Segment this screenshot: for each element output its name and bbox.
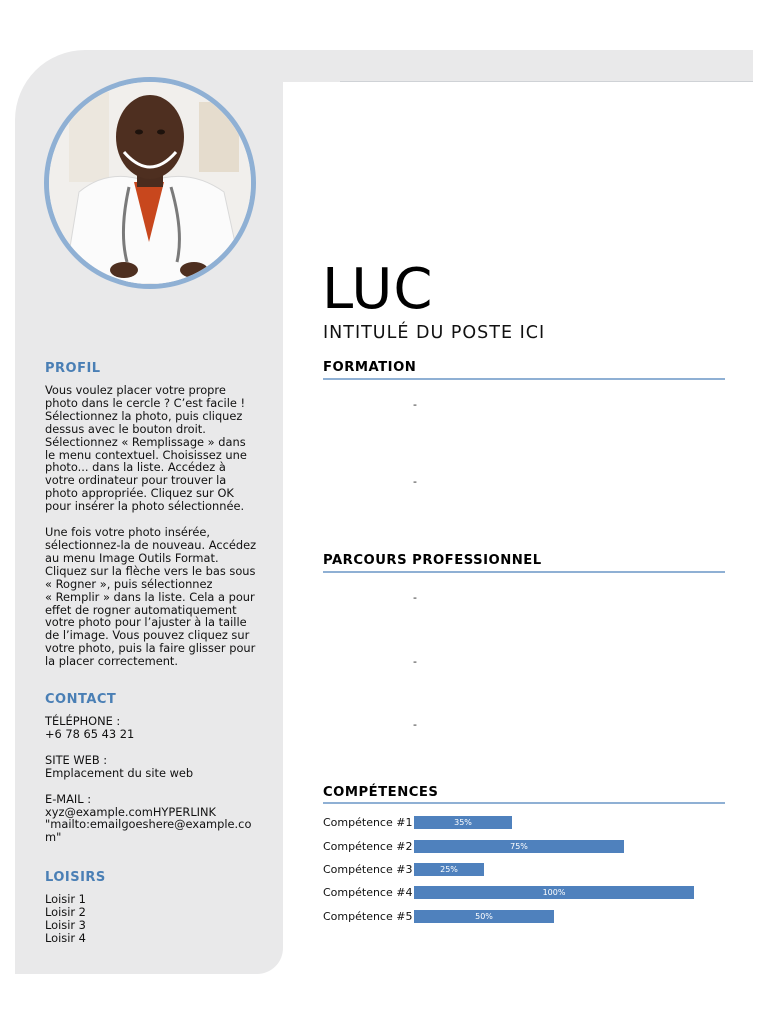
parcours-divider — [323, 571, 725, 573]
contact-heading: CONTACT — [45, 692, 117, 707]
profil-line: votre photo pour l’ajuster à la taille — [45, 615, 247, 630]
profil-line: Cliquez sur la flèche vers le bas sous — [45, 563, 256, 578]
profil-line: photo dans le cercle ? C’est facile ! — [45, 395, 246, 410]
profil-line: la placer correctement. — [45, 654, 179, 669]
parcours-entry: - — [413, 718, 417, 731]
formation-divider — [323, 378, 725, 380]
top-band — [270, 50, 753, 82]
phone-value[interactable]: +6 78 65 43 21 — [45, 726, 135, 741]
person-name: LUC — [322, 257, 434, 322]
email-value[interactable]: "mailto:emailgoeshere@example.co — [45, 817, 252, 832]
profil-line: Sélectionnez « Remplissage » dans — [45, 434, 246, 449]
profil-line: le menu contextuel. Choisissez une — [45, 447, 247, 462]
doctor-portrait-icon — [49, 82, 251, 284]
loisir-item: Loisir 4 — [45, 930, 86, 945]
profil-heading: PROFIL — [45, 361, 101, 376]
skill-bar: 35% — [414, 816, 512, 829]
profil-text — [45, 384, 265, 668]
loisir-item: Loisir 1 — [45, 892, 86, 906]
job-title: INTITULÉ DU POSTE ICI — [323, 323, 546, 343]
competences-heading: COMPÉTENCES — [323, 785, 439, 800]
skill-label: Compétence #2 — [323, 840, 413, 853]
skill-label: Compétence #3 — [323, 863, 413, 876]
email-label: E-MAIL : — [45, 791, 92, 806]
profil-line: de l’image. Vous pouvez cliquez sur — [45, 628, 250, 643]
skill-label: Compétence #4 — [323, 886, 413, 899]
skill-bar: 75% — [414, 840, 624, 853]
formation-entry: - — [413, 398, 417, 411]
profil-line: votre photo, puis la faire glisser pour — [45, 641, 256, 656]
skill-label: Compétence #5 — [323, 910, 413, 923]
profile-photo[interactable] — [44, 77, 256, 289]
profil-line: « Rogner », puis sélectionnez — [45, 576, 213, 591]
profil-line: dessus avec le bouton droit. — [45, 421, 206, 436]
profil-line: au menu Image Outils Format. — [45, 550, 219, 565]
email-value[interactable]: xyz@example.comHYPERLINK — [45, 804, 217, 819]
formation-heading: FORMATION — [323, 360, 417, 375]
parcours-entry: - — [413, 591, 417, 604]
profil-line: « Remplir » dans la liste. Cela a pour — [45, 589, 255, 604]
loisir-item: Loisir 2 — [45, 904, 86, 919]
profil-line: effet de rogner automatiquement — [45, 602, 237, 617]
profil-line: photo appropriée. Cliquez sur OK — [45, 486, 234, 501]
profil-line: votre ordinateur pour trouver la — [45, 473, 227, 488]
profil-line: Sélectionnez la photo, puis cliquez — [45, 408, 243, 423]
formation-entry: - — [413, 475, 417, 488]
profil-line: Vous voulez placer votre propre — [45, 383, 226, 397]
competences-divider — [323, 802, 725, 804]
skill-bar: 50% — [414, 910, 554, 923]
skill-bar: 100% — [414, 886, 694, 899]
web-label: SITE WEB : — [45, 752, 108, 767]
web-value[interactable]: Emplacement du site web — [45, 765, 194, 780]
skill-bar: 25% — [414, 863, 484, 876]
loisirs-list — [45, 893, 265, 945]
top-band-divider — [340, 81, 753, 82]
loisirs-heading: LOISIRS — [45, 870, 106, 885]
parcours-entry: - — [413, 655, 417, 668]
contact-block — [45, 715, 265, 844]
profil-line: pour insérer la photo sélectionnée. — [45, 499, 245, 514]
loisir-item: Loisir 3 — [45, 917, 86, 932]
email-value[interactable]: m" — [45, 830, 62, 845]
profil-line: Une fois votre photo insérée, — [45, 525, 210, 540]
parcours-heading: PARCOURS PROFESSIONNEL — [323, 553, 542, 568]
skill-label: Compétence #1 — [323, 816, 413, 829]
profil-line: photo... dans la liste. Accédez à — [45, 460, 226, 475]
profil-line: sélectionnez-la de nouveau. Accédez — [45, 537, 257, 552]
phone-label: TÉLÉPHONE : — [45, 714, 121, 728]
